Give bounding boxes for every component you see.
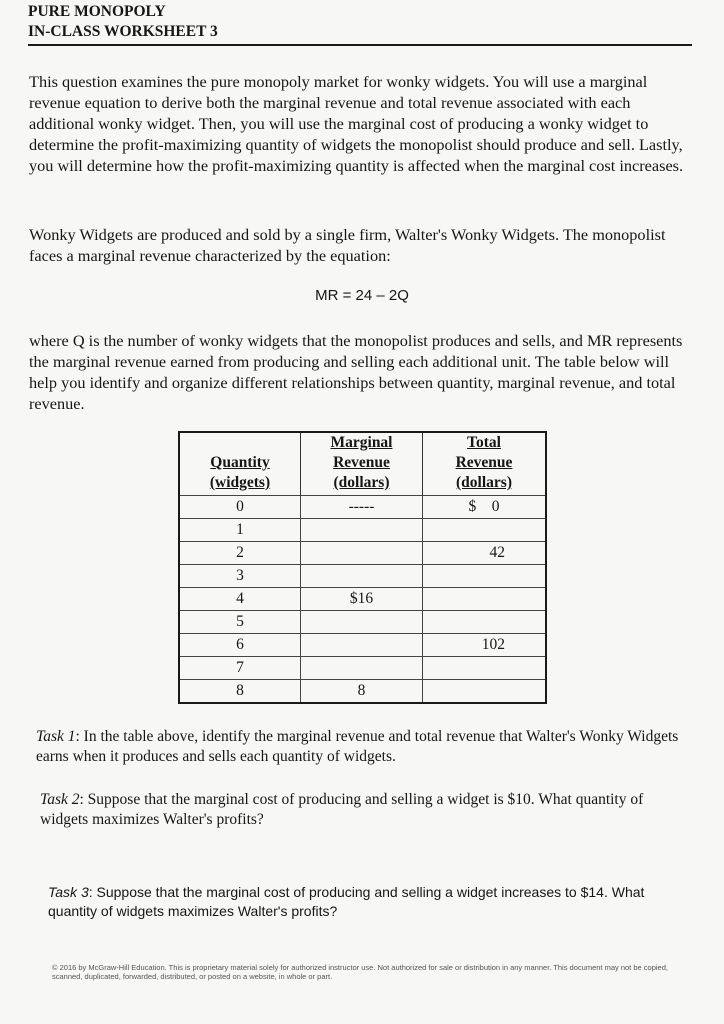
quantity-cell: 8 [179,680,301,704]
table-row [179,542,546,565]
mr-cell [301,542,423,565]
mr-cell: ----- [301,496,423,519]
worksheet-subtitle: IN-CLASS WORKSHEET 3 [28,23,218,40]
tr-cell [423,519,547,542]
quantity-cell: 2 [179,542,301,565]
tr-cell [423,611,547,634]
task-label: Task 1 [36,728,76,745]
worksheet-title: PURE MONOPOLY [28,3,166,20]
quantity-cell: 4 [179,588,301,611]
copyright-notice: © 2016 by McGraw-Hill Education. This is proprietary material solely for authorized instructor use. Not authorized for sale or distribution in any manner. This document may not be copied, scanned, duplicated, forwarded, distributed, or posted on a website, in whole or part. [52,963,668,981]
setup-paragraph: Wonky Widgets are produced and sold by a single firm, Walter's Wonky Widgets. The monopolist faces a marginal revenue characterized by the equation: [29,225,666,265]
quantity-cell: 6 [179,634,301,657]
task-label: Task 2 [40,791,80,808]
quantity-cell: 0 [179,496,301,519]
table-row [179,611,546,634]
task-label: Task 3 [48,884,89,900]
worksheet-header [28,2,692,46]
table-row [179,565,546,588]
tr-cell [423,680,547,704]
quantity-cell: 5 [179,611,301,634]
marginal-revenue-header: Marginal Revenue (dollars) [301,432,423,496]
table-row [179,634,546,657]
mr-cell [301,634,423,657]
tr-cell [423,657,547,680]
table-row [179,657,546,680]
task-3 [48,883,678,921]
tr-cell: 42 [423,542,547,565]
table-row [179,519,546,542]
tr-cell: 102 [423,634,547,657]
task-1 [36,727,686,767]
tr-cell [423,565,547,588]
mr-cell [301,519,423,542]
quantity-cell: 7 [179,657,301,680]
tr-cell: $ 0 [423,496,547,519]
table-row [179,680,546,704]
mr-cell [301,657,423,680]
quantity-cell: 3 [179,565,301,588]
revenue-table [178,431,547,704]
table-row [179,496,546,519]
mr-cell [301,565,423,588]
task-text: : Suppose that the marginal cost of producing and selling a widget increases to $14. What quantity of widgets maximizes Walter's profits? [48,884,645,919]
table-row [179,588,546,611]
quantity-cell: 1 [179,519,301,542]
intro-paragraph: This question examines the pure monopoly market for wonky widgets. You will use a marginal revenue equation to derive both the marginal revenue and total revenue associated with each additional wonky widget. Then, you will use the marginal cost of producing a wonky widget to determine the profit-maximizing quantity of widgets the monopolist should produce and sell. Lastly, you will determine how the profit-maximizing quantity is affected when the marginal cost increases. [29,72,684,175]
quantity-header: Quantity (widgets) [209,454,271,491]
task-text: : In the table above, identify the marginal revenue and total revenue that Walter's Wonky Widgets earns when it produces and sells each quantity of widgets. [36,728,679,765]
tr-cell [423,588,547,611]
total-revenue-header: Total Revenue (dollars) [423,432,547,496]
task-text: : Suppose that the marginal cost of producing and selling a widget is $10. What quantity of widgets maximizes Walter's profits? [40,791,644,828]
mr-equation: MR = 24 – 2Q [315,287,409,304]
explanation-paragraph: where Q is the number of wonky widgets that the monopolist produces and sells, and MR represents the marginal revenue earned from producing and selling each additional unit. The table below will help you identify and organize different relationships between quantity, marginal revenue, and total revenue. [29,331,683,413]
mr-cell: 8 [301,680,423,704]
mr-cell [301,611,423,634]
mr-cell: $16 [301,588,423,611]
task-2 [40,790,690,830]
